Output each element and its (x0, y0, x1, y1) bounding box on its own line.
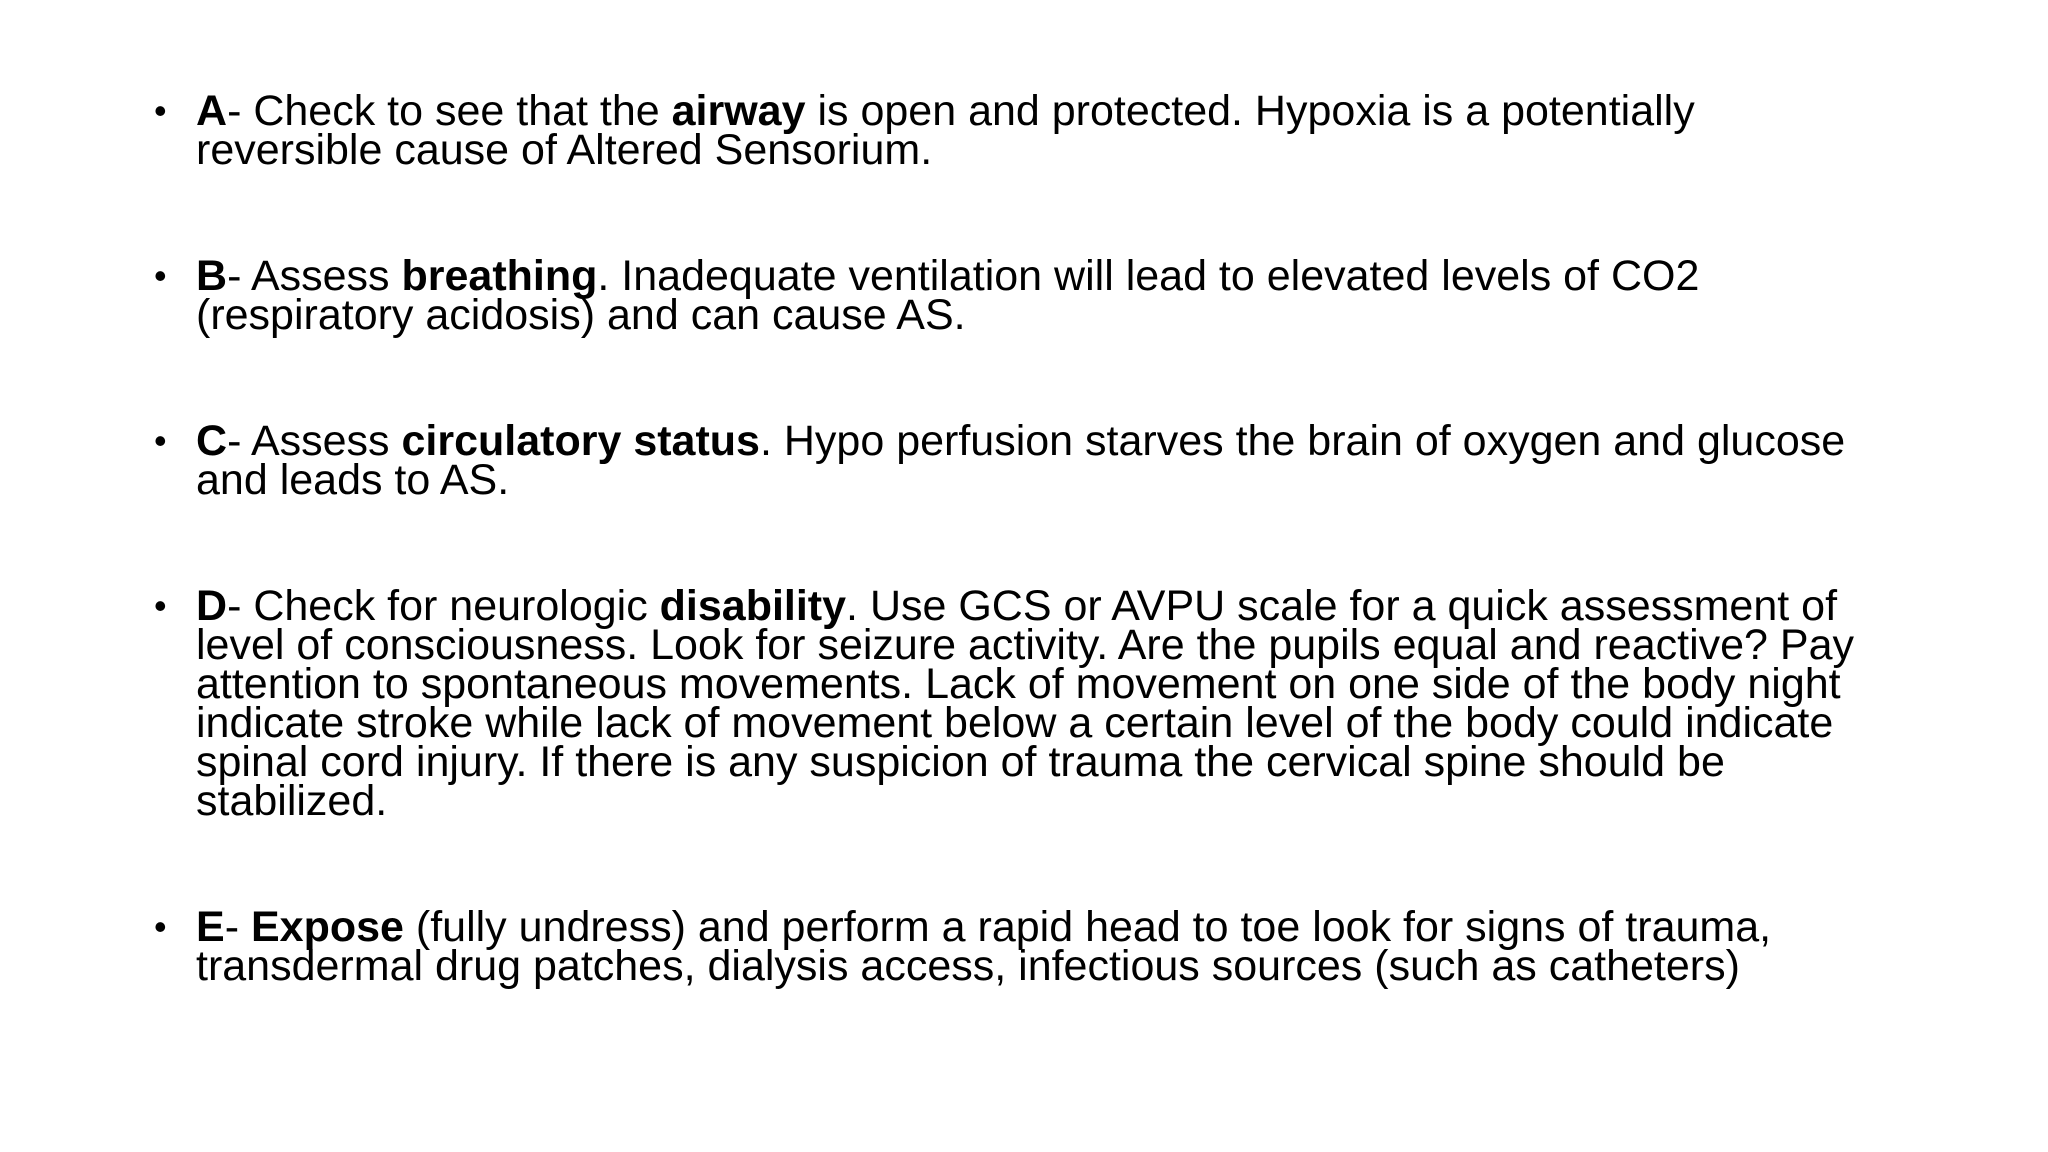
bullet-keyword: airway (671, 87, 806, 135)
bullet-item-disability (152, 582, 1892, 825)
bullet-item-breathing (152, 252, 1892, 339)
bullet-keyword: Expose (250, 903, 404, 951)
bullet-text-pre: - (224, 903, 251, 951)
bullet-item-exposure (152, 903, 1892, 990)
bullet-text-pre: - Check for neurologic (227, 582, 660, 630)
bullet-marker: • (154, 420, 167, 461)
bullet-text-pre: - Assess (227, 252, 402, 300)
bullet-keyword: breathing (401, 252, 598, 300)
bullet-keyword: circulatory status (401, 417, 760, 465)
bullet-item-circulation (152, 417, 1892, 504)
bullet-marker: • (154, 255, 167, 296)
bullet-marker: • (154, 906, 167, 947)
bullet-text-pre: - Assess (227, 417, 402, 465)
bullet-letter: C (196, 417, 228, 465)
bullet-marker: • (154, 585, 167, 626)
bullet-letter: D (196, 582, 228, 630)
bullet-text-post: . Inadequate ventilation will lead to elevated levels of CO2 (respiratory acidosis) and can cause AS. (196, 252, 1700, 339)
bullet-text-post: . Hypo perfusion starves the brain of oxygen and glucose and leads to AS. (196, 417, 1846, 504)
bullet-item-airway (152, 87, 1892, 174)
bullet-text-pre: - Check to see that the (227, 87, 672, 135)
bullet-list (152, 87, 1892, 990)
bullet-marker: • (154, 90, 167, 131)
bullet-text-post: (fully undress) and perform a rapid head to toe look for signs of trauma, transdermal drug patches, dialysis access, infectious sources (such as catheters) (196, 903, 1772, 990)
bullet-text-post: is open and protected. Hypoxia is a potentially reversible cause of Altered Sensorium. (196, 87, 1695, 174)
bullet-letter: A (196, 87, 228, 135)
bullet-text-post: . Use GCS or AVPU scale for a quick assessment of level of consciousness. Look for seizure activity. Are the pupils equal and reactive? Pay attention to spontaneous movements. Lack of movement on one side of the body night indicate stroke while lack of movement below a certain level of the body could indicate spinal cord injury. If there is any suspicion of trauma the cervical spine should be stabilized. (196, 582, 1854, 825)
bullet-letter: E (196, 903, 225, 951)
bullet-keyword: disability (659, 582, 847, 630)
bullet-letter: B (196, 252, 228, 300)
